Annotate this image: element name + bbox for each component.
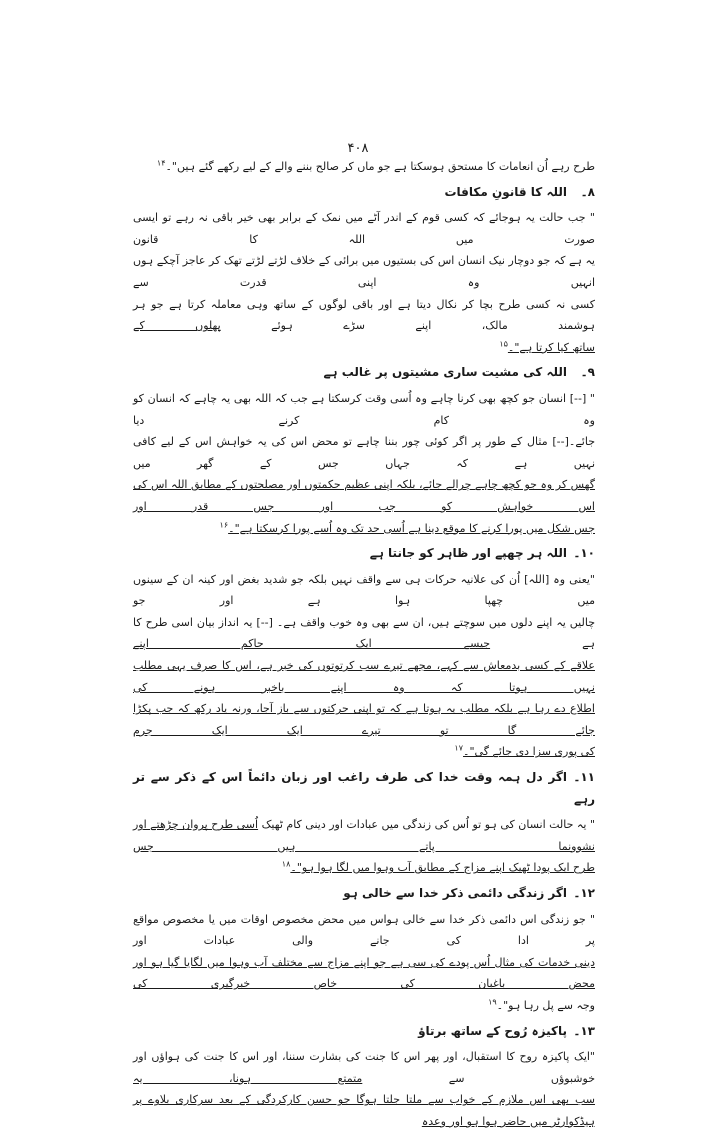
text-line: وجہ سے پل رہا ہو"۔$^{۱۹}$ (488, 997, 595, 1012)
text-line: " [--] انسان جو کچھ بھی کرنا چاہے وہ اُسی وقت کرسکتا ہے جب کہ اللہ بھی یہ چاہے کہ انسان کو وہ کام کرنے دیا (133, 391, 595, 427)
section-number: ۱۳۔ (573, 1023, 595, 1038)
text-line: جائے۔[--] مثال کے طور پر اگر کوئی چور بننا چاہے تو محض اس کی یہ خواہش اس کے لیے کافی نہیں ہے کہ جہاں جس کے گھر میں (133, 435, 595, 470)
section-heading (133, 1021, 595, 1043)
footnote-marker: ۱۷ (454, 743, 464, 753)
section-title: اگر دل ہمہ وقت خدا کی طرف راغب اور زبان دائماً اس کے ذکر سے تر رہے (133, 770, 595, 806)
quote-paragraph (133, 569, 595, 763)
footnote-marker: ۱۵ (499, 339, 508, 349)
footnote-marker: ۱۶ (219, 519, 229, 529)
section-title: پاکیزہ رُوح کے ساتھ برتاؤ (418, 1023, 567, 1038)
quote-paragraph (133, 909, 595, 1017)
text-line: یہ ہے کہ جو دوچار نیک انسان اس کی بستیوں میں برائی کے خلاف لڑتے لڑتے تھک کر عاجز آچکے ہوں انہیں وہ اپنی قدرت سے (133, 254, 595, 289)
section-number: ۱۱۔ (573, 770, 595, 785)
section-number: ۱۰۔ (573, 546, 595, 561)
section-title: اللہ کا قانونِ مکافات (444, 184, 567, 199)
text-line: کی پوری سزا دی جائے گی"۔$^{۱۷}$ (454, 743, 595, 759)
text-line: ساتھ کیا کرتا ہے"۔$^{۱۵}$ (499, 339, 595, 354)
text-column (133, 156, 595, 1133)
section-number: ۸۔ (580, 184, 595, 199)
text-line: اطلاع دے رہا ہے بلکہ مطلب یہ ہوتا ہے کہ تو اپنی حرکتوں سے باز آجا، ورنہ یاد رکھ کہ جب پکڑا جائے گا تو تیرے ایک ایک جرم (133, 702, 595, 737)
section-number: ۱۲۔ (573, 886, 595, 900)
footnote-marker: ۱۴ (156, 158, 166, 168)
text-line: جس شکل میں پورا کرنے کا موقع دینا ہے اُسی حد تک وہ اُسے پورا کرسکتا ہے"۔$^{۱۶}$ (219, 519, 595, 535)
footnote-marker: ۱۸ (281, 859, 291, 869)
text-line: "یعنی وہ [اللہ] اُن کی علانیہ حرکات ہی سے واقف نہیں بلکہ جو شدید بغض اور کینہ ان کے سینوں میں چھپا ہوا ہے اور جو (133, 572, 595, 608)
section-heading (133, 767, 595, 810)
text-line: " یہ حالت انسان کی ہو تو اُس کی زندگی میں عبادات اور دینی کام ٹھیک اُسی طرح پروان چڑھتے اور نشوونما پاتے ہیں جس (133, 818, 596, 853)
page-number: ۴۰۸ (347, 141, 369, 156)
text-line: طرح رہے اُن انعامات کا مستحق ہوسکتا ہے جو ماں کر صالح بننے والے کے لیے رکھے گئے ہیں"۔$^{۱۴}$ (156, 158, 595, 173)
text-line: طرح ایک پودا ٹھیک اپنے مزاج کے مطابق آب وہوا میں لگا ہوا ہو"۔$^{۱۸}$ (281, 859, 595, 875)
text-line: سب بھی اس ملازم کے خواب سے ملتا جلتا ہوگا جو حسن کارکردگی کے بعد سرکاری بلاوے پر ہیڈکوارٹر میں حاضر ہوا ہو اور وعدہ (133, 1093, 595, 1128)
section-title: اللہ ہر چھپے اور ظاہر کو جانتا ہے (369, 546, 567, 561)
footnote-marker: ۱۹ (488, 997, 497, 1007)
quote-paragraph (133, 156, 595, 178)
section-heading (133, 182, 595, 204)
text-line: چالیں یہ اپنے دلوں میں سوچتے ہیں، ان سے بھی وہ خوب واقف ہے۔ [--] یہ انداز بیان اسی طرح کا ہے جیسے ایک حاکم اپنے (133, 615, 595, 651)
text-line: دینی خدمات کی مثال اُس پودے کی سی ہے جو اپنے مزاج سے مختلف آب وہوا میں لگایا گیا ہو اور محض باغبان کی خاص خبرگیری کی (133, 955, 595, 991)
text-line: "ایک پاکیزہ روح کا استقبال، اور پھر اس کا جنت کی بشارت سننا، اور اس کا جنت کی ہواؤں اور خوشبوؤں سے متمتع ہونا، یہ (133, 1050, 595, 1085)
text-line: " جب حالت یہ ہوجائے کہ کسی قوم کے اندر آٹے میں نمک کے برابر بھی خیر باقی نہ رہے تو ایسی صورت میں اللہ کا قانون (133, 211, 595, 246)
quote-paragraph (133, 388, 595, 539)
section-number: ۹۔ (580, 365, 595, 380)
quote-paragraph (133, 814, 595, 879)
quote-paragraph (133, 207, 595, 358)
section-heading (133, 362, 595, 384)
text-line: علاقے کے کسی بدمعاش سے کہے، مجھے تیرے سب کرتوتوں کی خبر ہے، اس کا صرف یہی مطلب نہیں ہوتا کہ وہ اپنے باخبر ہونے کی (133, 659, 595, 694)
section-heading (133, 543, 595, 565)
section-title: اگر زندگی دائمی ذکر خدا سے خالی ہو (343, 886, 567, 900)
text-line: گھس کر وہ جو کچھ چاہے چرالے جائے، بلکہ اپنی عظیم حکمتوں اور مصلحتوں کے مطابق اللہ اس کی اس خواہش کو جب اور جس قدر اور (133, 478, 595, 513)
text-line: کسی نہ کسی طرح بچا کر نکال دیتا ہے اور باقی لوگوں کے ساتھ وہی معاملہ کرتا ہے جو ہر ہوشمند مالک، اپنے سڑے ہوئے پھلوں کے (133, 297, 595, 333)
section-title: اللہ کی مشیت ساری مشیتوں پر غالب ہے (323, 365, 567, 380)
section-heading (133, 883, 595, 905)
quote-paragraph (133, 1046, 595, 1132)
text-line: " جو زندگی اس دائمی ذکر خدا سے خالی ہواس میں محض مخصوص اوقات میں یا مخصوص مواقع پر ادا کی جانے والی عبادات اور (133, 912, 595, 948)
